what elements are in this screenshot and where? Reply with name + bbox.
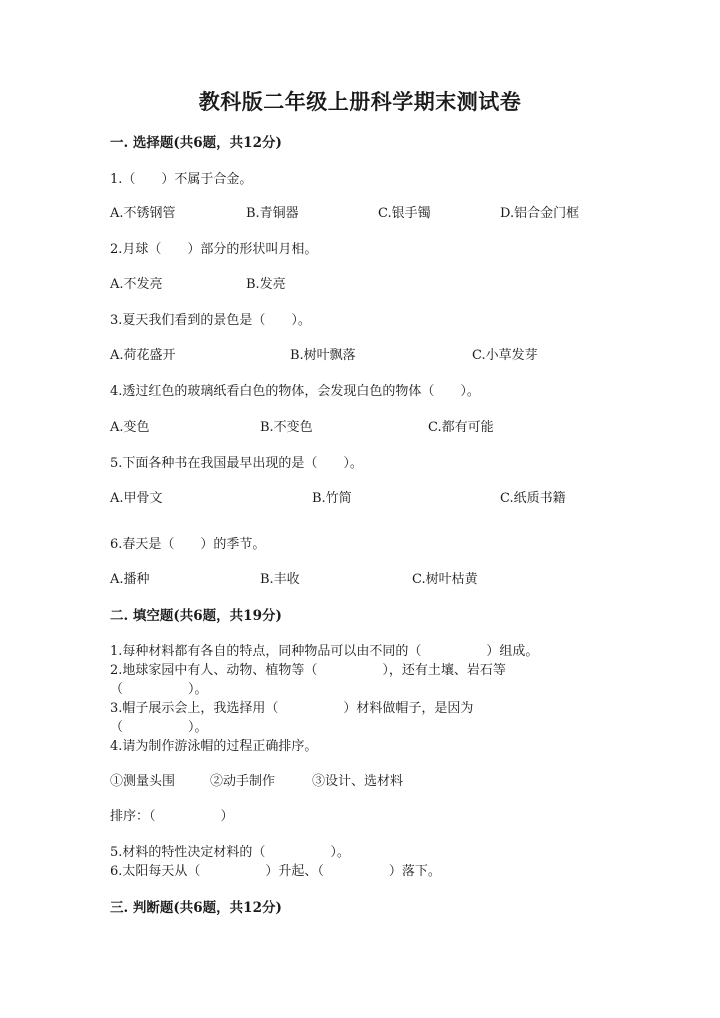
option-6c: C.树叶枯黄 bbox=[412, 572, 478, 587]
fill-line-2-cont: （ ）。 bbox=[110, 682, 208, 697]
step-measure: ①测量头围 bbox=[110, 774, 176, 789]
question-4: 4.透过红色的玻璃纸看白色的物体，会发现白色的物体（ ）。 bbox=[110, 384, 480, 399]
option-3b: B.树叶飘落 bbox=[290, 348, 356, 363]
option-5b: B.竹简 bbox=[312, 491, 352, 506]
fill-line-3: 3.帽子展示会上，我选择用（ ）材料做帽子，是因为 bbox=[110, 701, 474, 716]
option-4c: C.都有可能 bbox=[428, 420, 494, 435]
question-3: 3.夏天我们看到的景色是（ ）。 bbox=[110, 313, 311, 328]
section-header-judge: 三. 判断题(共6题，共12分) bbox=[110, 900, 282, 916]
section-header-choice: 一. 选择题(共6题，共12分) bbox=[110, 135, 282, 151]
option-3c: C.小草发芽 bbox=[472, 348, 538, 363]
fill-line-6: 6.太阳每天从（ ）升起、（ ）落下。 bbox=[110, 864, 441, 879]
step-design: ③设计、选材料 bbox=[312, 774, 404, 789]
option-6b: B.丰收 bbox=[260, 572, 300, 587]
option-4b: B.不变色 bbox=[260, 420, 313, 435]
order-answer: 排序：（ ） bbox=[110, 809, 234, 824]
question-5: 5.下面各种书在我国最早出现的是（ ）。 bbox=[110, 456, 363, 471]
option-5c: C.纸质书籍 bbox=[500, 491, 566, 506]
fill-line-2: 2.地球家园中有人、动物、植物等（ ），还有土壤、岩石等 bbox=[110, 663, 506, 678]
option-6a: A.播种 bbox=[110, 572, 150, 587]
fill-line-1: 1.每种材料都有各自的特点，同种物品可以由不同的（ ）组成。 bbox=[110, 644, 539, 659]
fill-line-4: 4.请为制作游泳帽的过程正确排序。 bbox=[110, 739, 318, 754]
fill-line-3-cont: （ ）。 bbox=[110, 720, 208, 735]
option-2a: A.不发亮 bbox=[110, 277, 163, 292]
option-1b: B.青铜器 bbox=[246, 206, 299, 221]
question-2: 2.月球（ ）部分的形状叫月相。 bbox=[110, 242, 318, 257]
option-2b: B.发亮 bbox=[246, 277, 286, 292]
page-title: 教科版二年级上册科学期末测试卷 bbox=[198, 89, 522, 114]
option-1c: C.银手镯 bbox=[378, 206, 431, 221]
option-1d: D.铝合金门框 bbox=[500, 206, 580, 221]
step-make: ②动手制作 bbox=[210, 774, 276, 789]
question-1: 1.（ ）不属于合金。 bbox=[110, 172, 253, 187]
option-5a: A.甲骨文 bbox=[110, 491, 163, 506]
option-4a: A.变色 bbox=[110, 420, 150, 435]
question-6: 6.春天是（ ）的季节。 bbox=[110, 537, 266, 552]
option-1a: A.不锈钢管 bbox=[110, 206, 176, 221]
section-header-fill: 二. 填空题(共6题，共19分) bbox=[110, 608, 282, 624]
option-3a: A.荷花盛开 bbox=[110, 348, 176, 363]
fill-line-5: 5.材料的特性决定材料的（ ）。 bbox=[110, 845, 350, 860]
